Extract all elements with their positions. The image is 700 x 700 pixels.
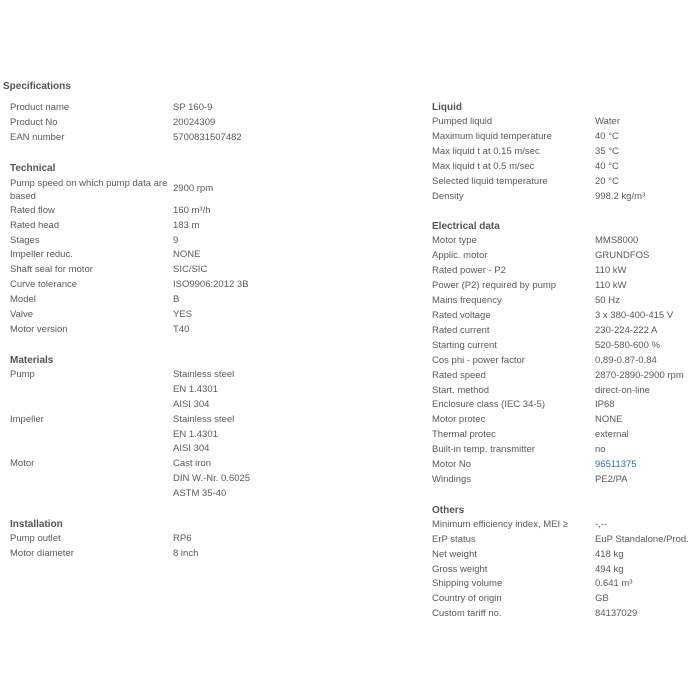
liquid-section-title: Liquid [432,102,462,113]
spec-label: Impeller [10,413,44,425]
spec-row [432,443,700,458]
spec-row [432,175,700,190]
spec-row [432,518,700,533]
spec-value: 40 °C [595,160,619,172]
spec-row [432,533,700,548]
materials-section-title: Materials [10,354,54,366]
spec-label: Shipping volume [432,578,503,590]
spec-label: Country of origin [432,593,502,605]
spec-row [10,204,300,219]
spec-label: Motor type [432,235,477,247]
spec-value: external [595,429,629,441]
spec-row [10,116,300,131]
spec-value: EuP Standalone/Prod. [595,533,689,545]
spec-label [10,398,173,413]
spec-label [10,428,173,443]
spec-row [10,368,300,383]
spec-label: Minimum efficiency index, MEI ≥ [432,518,568,530]
spec-row [10,323,300,338]
spec-label: Motor protec [432,414,486,426]
spec-value: 5700831507482 [173,131,242,143]
spec-label: Max liquid t at 0.15 m/sec [432,145,540,157]
spec-row [432,160,700,175]
spec-value: 9 [173,234,179,246]
spec-row [432,145,700,160]
spec-row [432,428,700,443]
spec-row [432,592,700,607]
spec-value: GRUNDFOS [595,250,650,262]
spec-row [432,249,700,264]
spec-label: Pumped liquid [432,116,493,127]
spec-label: Maximum liquid temperature [432,130,552,142]
spec-label: Pump speed on which pump data are based [10,177,168,202]
spec-row [10,442,300,457]
spec-row [432,548,700,563]
spec-row [10,398,300,413]
spec-value: 35 °C [595,145,619,157]
spec-row [10,101,300,116]
electrical-section-title: Electrical data [432,221,500,233]
spec-row [432,413,700,428]
spec-value: B [173,294,180,306]
spec-row [432,190,700,205]
spec-row [10,547,300,562]
spec-value: SIC/SIC [173,264,208,276]
spec-row [432,354,700,369]
spec-value: ISO9906:2012 3B [173,279,249,291]
spec-value: RP6 [173,533,192,545]
spec-label: Curve tolerance [10,279,78,291]
spec-row [432,130,700,145]
spec-row [432,384,700,399]
spec-row [10,472,300,487]
spec-row [10,219,300,234]
materials-section [10,368,300,502]
spec-value: 183 m [173,219,200,231]
spec-value: EN 1.4301 [173,428,218,440]
electrical-section [432,234,700,487]
spec-label: Applic. motor [432,250,488,262]
spec-label: Density [432,190,464,202]
spec-row [432,234,700,249]
spec-label: Motor No [432,459,472,471]
spec-label: Model [10,294,36,306]
spec-label: Rated current [432,324,490,336]
spec-label: Rated flow [10,204,55,216]
spec-label: Selected liquid temperature [432,175,548,187]
right-column [432,100,700,622]
spec-label: Custom tariff no. [432,608,502,620]
spec-label: Power (P2) required by pump [432,280,557,292]
spec-row [432,369,700,384]
spec-label: Rated power - P2 [432,265,506,277]
spec-value: Cast iron [173,458,212,470]
spec-label: Motor diameter [10,547,74,559]
spec-row [10,487,300,502]
spec-value: T40 [173,323,190,335]
spec-value: NONE [595,414,623,426]
spec-value: 418 kg [595,548,624,560]
spec-label: Valve [10,309,34,321]
spec-value: Water [595,116,620,127]
spec-value: DIN W.-Nr. 0.6025 [173,473,251,485]
spec-value: -,-- [595,518,608,530]
spec-value: 2900 rpm [173,183,214,195]
spec-label: Gross weight [432,563,488,575]
spec-value: 998.2 kg/m³ [595,190,646,202]
installation-section-title: Installation [10,519,63,531]
spec-value: 110 kW [595,265,627,277]
spec-label [10,487,173,502]
spec-value: 230-224-222 A [595,324,658,336]
spec-label: Motor version [10,323,68,335]
spec-row [10,293,300,308]
spec-row [432,339,700,354]
spec-value: 3 x 380-400-415 V [595,309,674,321]
spec-label: Pump outlet [10,533,61,545]
spec-row [10,248,300,263]
spec-row [10,428,300,443]
spec-value: 494 kg [595,563,624,575]
left-column [10,101,300,562]
spec-label: ErP status [432,533,476,545]
spec-label: Rated speed [432,369,486,381]
spec-label [10,442,173,457]
spec-label: Built-in temp. transmitter [432,444,535,456]
spec-row [432,115,700,130]
spec-value: direct-on-line [595,384,650,396]
spec-label: Mains frequency [432,295,502,307]
spec-label: Pump [10,368,35,380]
spec-row [10,308,300,323]
spec-label [10,383,173,398]
spec-row [432,398,700,413]
spec-label: Start. method [432,384,490,396]
spec-label [10,472,173,487]
spec-value: 520-580-600 % [595,339,660,351]
spec-label: Product No [10,116,58,128]
spec-value: NONE [173,249,201,261]
spec-row [10,457,300,472]
spec-row [10,234,300,249]
page-title: Specifications [3,81,71,92]
spec-row [432,607,700,622]
general-section [10,101,300,146]
spec-label: Product name [10,102,70,113]
motor-no-link[interactable]: 96511375 [595,459,637,471]
others-section [432,518,700,622]
spec-value: IP68 [595,399,615,411]
spec-label: EAN number [10,131,65,143]
spec-label: Thermal protec [432,429,496,441]
spec-value: ASTM 35-40 [173,488,227,500]
spec-value: 50 Hz [595,295,620,307]
spec-row [10,532,300,547]
spec-row [432,473,700,488]
spec-label: Impeller reduc. [10,249,73,261]
spec-row [432,309,700,324]
technical-section [10,176,300,338]
spec-value: Stainless steel [173,413,235,425]
spec-row [10,131,300,146]
spec-value: 40 °C [595,130,619,142]
spec-label: Starting current [432,339,497,351]
spec-value: 0.89-0.87-0.84 [595,354,657,366]
spec-label: Net weight [432,548,477,560]
spec-row [10,278,300,293]
spec-value: GB [595,593,609,605]
spec-row [432,577,700,592]
spec-value: EN 1.4301 [173,383,218,395]
spec-value: YES [173,309,193,321]
spec-value: 84137029 [595,608,638,620]
spec-value: PE2/PA [595,473,628,485]
spec-row [10,176,300,204]
spec-value: MMS8000 [595,235,639,247]
spec-row [432,324,700,339]
installation-section [10,532,300,562]
spec-row [10,383,300,398]
spec-value: no [595,444,606,456]
spec-row [10,413,300,428]
spec-value: 160 m³/h [173,204,211,216]
spec-row [432,458,700,473]
spec-label: Windings [432,473,472,485]
spec-label: Rated voltage [432,309,491,321]
spec-row [432,279,700,294]
spec-value: 20024309 [173,116,216,128]
spec-value: 2870-2890-2900 rpm [595,369,684,381]
spec-value: Stainless steel [173,368,235,380]
spec-row [432,294,700,309]
spec-label: Stages [10,234,40,246]
spec-value: 0.641 m³ [595,578,633,590]
spec-label: Enclosure class (IEC 34-5) [432,399,545,411]
spec-row [432,563,700,578]
spec-row [432,264,700,279]
spec-label: Max liquid t at 0.5 m/sec [432,160,535,172]
spec-label: Shaft seal for motor [10,264,93,276]
spec-row [10,263,300,278]
liquid-section [432,115,700,204]
spec-value: AISI 304 [173,443,210,455]
spec-value: AISI 304 [173,398,210,410]
spec-value: 110 kW [595,280,627,292]
spec-label: Cos phi - power factor [432,354,525,366]
spec-label: Motor [10,458,35,470]
spec-value: 8 inch [173,547,199,559]
technical-section-title: Technical [10,162,56,174]
spec-label: Rated head [10,219,60,231]
spec-value: 20 °C [595,175,619,187]
others-section-title: Others [432,504,465,516]
spec-value: SP 160-9 [173,102,213,113]
